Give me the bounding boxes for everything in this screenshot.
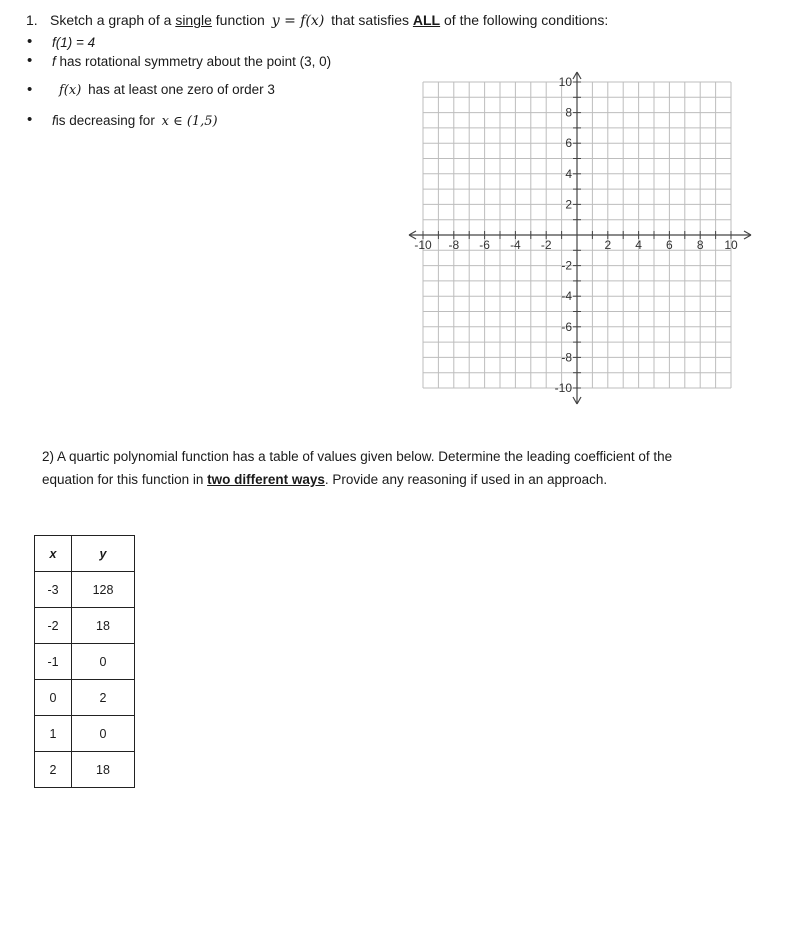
table-cell-y: 0 (72, 716, 135, 752)
table-row (35, 680, 135, 716)
table-row (35, 572, 135, 608)
bullet-4: • (27, 111, 33, 128)
condition-4 (52, 113, 221, 129)
x-tick-label: -8 (448, 238, 460, 252)
y-tick-label: 8 (565, 105, 572, 120)
question-1-number: 1. (26, 12, 38, 28)
table-header-y: y (72, 536, 135, 572)
table-row (35, 644, 135, 680)
q1-middle: that satisfies (331, 12, 409, 28)
q2-line-2 (42, 468, 742, 491)
table-row (35, 608, 135, 644)
q2-two-different-ways: two different ways (207, 472, 325, 487)
q1-suffix: of the following conditions: (444, 12, 609, 28)
y-tick-label: 4 (565, 166, 572, 181)
q2-line-2-prefix: equation for this function in (42, 472, 204, 487)
table-cell-x: -3 (35, 572, 72, 608)
y-tick-label: -6 (561, 319, 572, 334)
condition-2 (52, 54, 331, 69)
table-row (35, 752, 135, 788)
x-tick-label: -4 (510, 238, 521, 252)
y-tick-label: 6 (565, 136, 572, 151)
condition-4-text: is decreasing for (55, 113, 155, 128)
x-tick-label: -2 (540, 238, 552, 252)
table-cell-y: 18 (72, 608, 135, 644)
condition-3-fx: f(x) (59, 83, 82, 98)
y-tick-label: -8 (561, 350, 572, 365)
question-1-prompt (26, 12, 608, 29)
q2-line-2-suffix: . Provide any reasoning if used in an approach. (324, 472, 608, 487)
x-tick-label: -6 (479, 238, 490, 252)
y-tick-label: -10 (554, 381, 572, 395)
table-cell-x: 1 (35, 716, 72, 752)
q1-function-word: function (215, 12, 265, 28)
x-tick-label: 10 (724, 238, 738, 252)
condition-2-f: f (52, 54, 56, 69)
table-cell-x: -2 (35, 608, 72, 644)
condition-4-interval: x ∈ (1,5) (161, 114, 218, 129)
table-cell-x: 2 (35, 752, 72, 788)
x-tick-label: 6 (666, 238, 673, 252)
table-cell-y: 18 (72, 752, 135, 788)
q1-prefix: Sketch a graph of a (50, 12, 172, 28)
bullet-3: • (27, 81, 33, 98)
x-tick-label: -10 (414, 238, 432, 252)
coordinate-grid (405, 70, 755, 410)
table-header-x: x (35, 536, 72, 572)
x-tick-label: 4 (635, 238, 642, 252)
y-tick-label: 10 (558, 75, 572, 89)
table-cell-y: 0 (72, 644, 135, 680)
y-tick-label: -2 (561, 258, 572, 273)
table-cell-x: 0 (35, 680, 72, 716)
bullet-1: • (27, 33, 33, 50)
x-tick-label: 8 (696, 238, 704, 252)
table-cell-x: -1 (35, 644, 72, 680)
y-tick-label: 2 (565, 197, 572, 212)
q1-all: ALL (412, 12, 441, 28)
q1-single: single (175, 12, 212, 28)
table-header-row (35, 536, 135, 572)
question-2-prompt (42, 445, 742, 491)
condition-3-text: has at least one zero of order 3 (88, 82, 275, 97)
condition-1: f(1) = 4 (52, 35, 96, 50)
values-table (34, 535, 135, 788)
x-tick-label: 2 (604, 238, 612, 252)
table-row (35, 716, 135, 752)
condition-3 (56, 82, 275, 98)
bullet-2: • (27, 52, 33, 69)
table-cell-y: 2 (72, 680, 135, 716)
condition-2-text: has rotational symmetry about the point (3, 0) (59, 54, 332, 69)
table-cell-y: 128 (72, 572, 135, 608)
condition-4-f: f (52, 113, 56, 128)
q1-equation: y = f(x) (271, 13, 325, 29)
y-tick-label: -4 (561, 289, 572, 304)
q2-line-1: 2) A quartic polynomial function has a table of values given below. Determine the leading coefficient of the (42, 449, 673, 464)
